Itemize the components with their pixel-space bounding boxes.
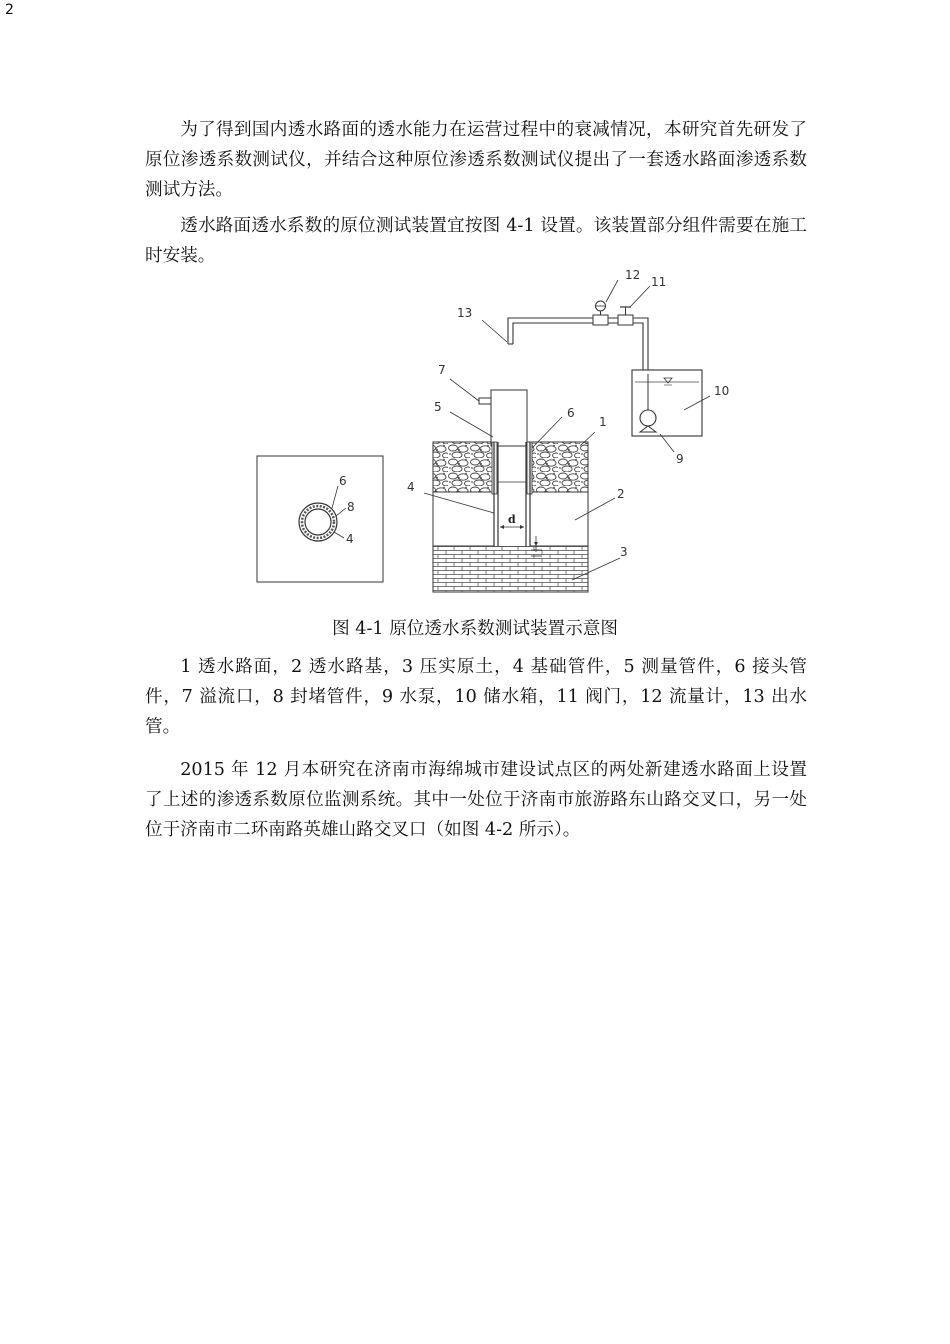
inset-label-8: 8 — [347, 500, 355, 514]
label-10: 10 — [714, 384, 730, 398]
paragraph-legend: 1 透水路面，2 透水路基，3 压实原土，4 基础管件，5 测量管件，6 接头管件，7 溢流口，8 封堵管件，9 水泵，10 储水箱，11 阀门，12 流量计，13 出水管。 — [145, 657, 807, 737]
paragraph-sites: 2015 年 12 月本研究在济南市海绵城市建设试点区的两处新建透水路面上设置了上述的渗透系数原位监测系统。其中一处位于济南市旅游路东山路交叉口，另一处位于济南市二环南路英雄山路交叉口（如图 4-2 所示）。 — [145, 760, 807, 840]
page-number: 2 — [5, 2, 14, 18]
inset-top-view — [257, 456, 383, 582]
compacted-soil-layer — [433, 546, 588, 592]
paragraph-setup: 透水路面透水系数的原位测试装置宜按图 4-1 设置。该装置部分组件需要在施工时安装。 — [145, 216, 807, 266]
test-device-diagram — [250, 262, 750, 602]
label-2: 2 — [617, 487, 625, 501]
valve-body — [618, 315, 633, 325]
outlet-piping — [508, 301, 648, 374]
diameter-label: d — [508, 513, 516, 526]
overflow-outlet — [479, 398, 491, 404]
label-13: 13 — [457, 306, 473, 320]
label-3: 3 — [620, 545, 628, 559]
label-12: 12 — [625, 268, 641, 282]
inset-label-6: 6 — [339, 474, 347, 488]
figure-caption: 图 4-1 原位透水系数测试装置示意图 — [332, 619, 618, 639]
label-9: 9 — [676, 452, 684, 466]
water-tank — [632, 370, 702, 436]
flowmeter-body — [593, 315, 608, 325]
label-11: 11 — [651, 275, 667, 289]
water-pump — [640, 410, 656, 426]
label-1: 1 — [599, 415, 607, 429]
label-5: 5 — [434, 400, 442, 414]
label-4: 4 — [407, 480, 415, 494]
paragraph-intro: 为了得到国内透水路面的透水能力在运营过程中的衰减情况，本研究首先研发了原位渗透系数测试仪，并结合这种原位渗透系数测试仪提出了一套透水路面渗透系数测试方法。 — [145, 120, 807, 200]
label-6: 6 — [567, 406, 575, 420]
inset-label-4: 4 — [346, 532, 354, 546]
measurement-pipe — [491, 390, 527, 446]
label-7: 7 — [438, 363, 446, 377]
